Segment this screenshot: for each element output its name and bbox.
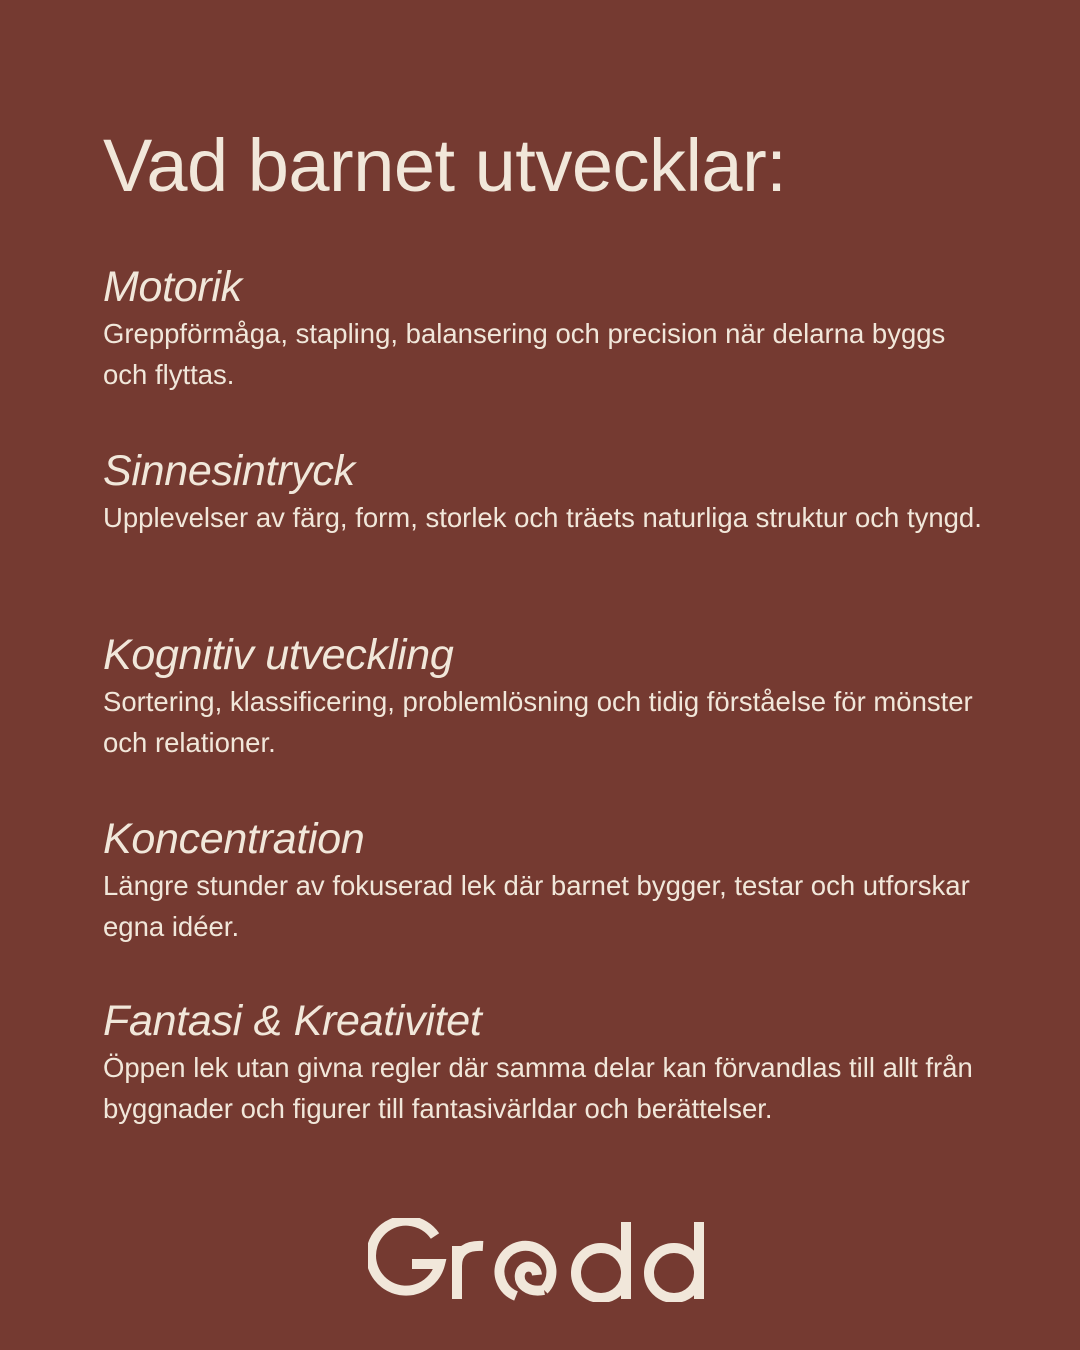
content-area — [103, 0, 1003, 1350]
section-body: Öppen lek utan givna regler där samma delar kan förvandlas till allt från byggnader och figurer till fantasivärldar och berättelser. — [103, 1052, 973, 1124]
section-body: Sortering, klassificering, problemlösning och tidig förståelse för mönster och relationer. — [103, 686, 973, 758]
grodd-logo — [368, 1218, 712, 1302]
section-body: Greppförmåga, stapling, balansering och precision när delarna byggs och flyttas. — [103, 318, 946, 390]
section-kognitiv-utveckling — [103, 631, 993, 763]
section-body: Upplevelser av färg, form, storlek och träets naturliga struktur och tyngd. — [103, 502, 982, 533]
section-heading: Fantasi & Kreativitet — [103, 997, 482, 1045]
page-title: Vad barnet utvecklar: — [103, 124, 787, 207]
section-koncentration — [103, 815, 993, 947]
section-body: Längre stunder av fokuserad lek där barnet bygger, testar och utforskar egna idéer. — [103, 870, 970, 942]
section-motorik — [103, 263, 993, 395]
section-fantasi-kreativitet — [103, 997, 993, 1129]
section-heading: Motorik — [103, 263, 242, 311]
section-heading: Kognitiv utveckling — [103, 631, 454, 679]
section-sinnesintryck — [103, 447, 993, 538]
section-heading: Koncentration — [103, 815, 365, 863]
section-heading: Sinnesintryck — [103, 447, 355, 495]
